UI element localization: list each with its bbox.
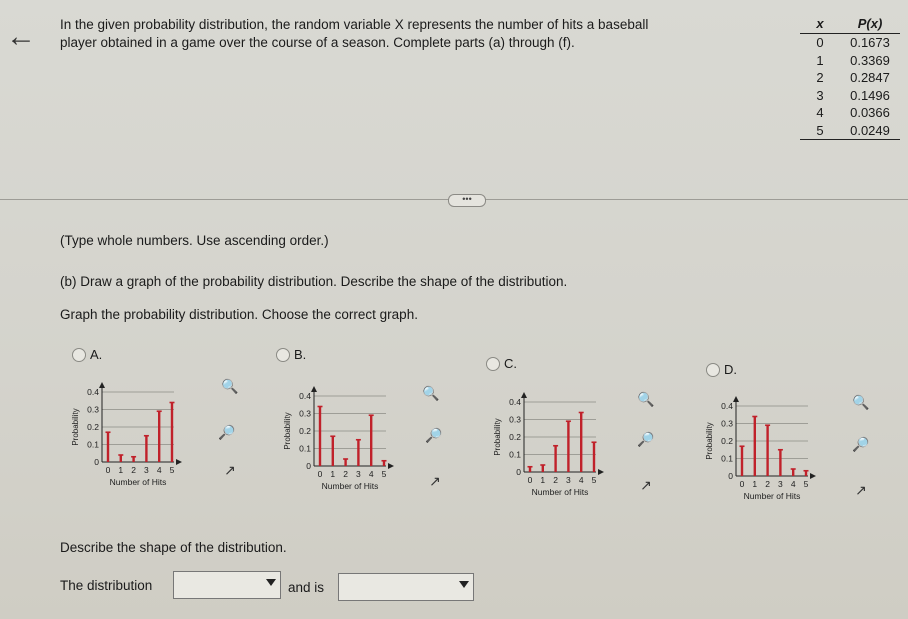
graph-option-b (282, 382, 392, 499)
radio-button[interactable] (486, 357, 500, 371)
x-tick-label: 5 (169, 465, 175, 475)
y-tick-label: 0.2 (299, 426, 311, 436)
x-tick-label: 2 (553, 475, 558, 485)
x-tick-label: 0 (317, 469, 323, 479)
y-axis-arrow (521, 392, 527, 398)
chart-svg (70, 378, 180, 490)
y-tick-label: 0.1 (509, 449, 521, 460)
x-axis-label: Number of Hits (531, 487, 589, 497)
x-tick-label: 2 (343, 469, 348, 479)
zoom-out-icon[interactable]: 🔎 (637, 431, 655, 447)
x-axis-label: Number of Hits (109, 477, 167, 487)
y-tick-label: 0.4 (87, 387, 99, 397)
x-tick-label: 2 (131, 465, 136, 475)
chart-svg (492, 388, 602, 500)
sentence-prefix: The distribution (60, 578, 153, 593)
popout-icon[interactable]: ↗ (855, 482, 867, 498)
cell-x: 4 (816, 105, 824, 120)
x-axis-arrow (598, 469, 604, 475)
option-c-label: C. (504, 356, 517, 371)
x-tick-label: 3 (566, 475, 571, 485)
option-b-radio[interactable] (276, 347, 306, 362)
option-a-radio[interactable] (72, 347, 102, 362)
y-axis-label: Probability (71, 408, 80, 446)
cell-p: 0.0366 (850, 105, 890, 120)
y-tick-label: 0.3 (721, 418, 733, 429)
radio-button[interactable] (706, 363, 720, 377)
problem-statement (60, 16, 780, 52)
x-tick-label: 1 (118, 465, 124, 475)
y-axis-label: Probability (705, 422, 714, 460)
header-x: x (816, 16, 824, 31)
graph-prompt: Graph the probability distribution. Choose the correct graph. (60, 307, 418, 322)
y-axis-label: Probability (493, 418, 502, 456)
zoom-out-icon[interactable]: 🔎 (852, 436, 870, 452)
y-tick-label: 0 (728, 471, 733, 481)
x-tick-label: 3 (144, 465, 149, 475)
radio-button[interactable] (72, 348, 86, 362)
zoom-in-icon[interactable]: 🔍 (422, 385, 440, 401)
cell-p: 0.1673 (850, 35, 890, 50)
graph-option-d (704, 392, 814, 509)
shape-dropdown[interactable] (173, 571, 281, 599)
radio-button[interactable] (276, 348, 290, 362)
graph-option-a (70, 378, 180, 495)
chevron-down-icon (459, 581, 469, 588)
y-axis-arrow (99, 382, 105, 388)
x-tick-label: 1 (330, 469, 336, 479)
problem-line-2: player obtained in a game over the course of a season. Complete parts (a) through (f). (60, 35, 575, 50)
y-tick-label: 0.3 (509, 414, 521, 425)
option-d-radio[interactable] (706, 362, 737, 377)
option-b-label: B. (294, 347, 307, 362)
x-axis-arrow (176, 459, 182, 465)
popout-icon[interactable]: ↗ (640, 477, 652, 493)
x-tick-label: 5 (591, 475, 597, 485)
x-tick-label: 0 (527, 475, 533, 485)
symmetry-dropdown[interactable] (338, 573, 474, 601)
x-axis-arrow (810, 473, 816, 479)
cell-x: 1 (816, 52, 824, 68)
y-tick-label: 0.3 (299, 408, 311, 419)
cell-x: 5 (816, 122, 824, 138)
table-row (800, 34, 900, 52)
describe-prompt: Describe the shape of the distribution. (60, 540, 287, 555)
cell-p: 0.3369 (850, 52, 890, 68)
x-tick-label: 3 (356, 469, 361, 479)
chevron-down-icon (266, 579, 276, 586)
y-axis-label: Probability (283, 412, 292, 450)
zoom-in-icon[interactable]: 🔍 (852, 394, 870, 410)
expand-more-button[interactable]: ••• (448, 194, 486, 207)
popout-icon[interactable]: ↗ (224, 462, 236, 478)
y-tick-label: 0.2 (721, 436, 733, 446)
x-tick-label: 4 (368, 469, 374, 479)
y-tick-label: 0.2 (509, 432, 521, 442)
problem-line-1: In the given probability distribution, the random variable X represents the number of hits a baseball (60, 17, 649, 32)
zoom-out-icon[interactable]: 🔎 (218, 424, 236, 440)
table-row (800, 52, 900, 70)
y-axis-arrow (733, 396, 739, 402)
table-row (800, 104, 900, 122)
y-tick-label: 0.1 (721, 453, 733, 464)
y-tick-label: 0 (94, 457, 99, 467)
cell-p: 0.2847 (850, 70, 890, 85)
x-tick-label: 0 (739, 479, 745, 489)
option-d-label: D. (724, 362, 737, 377)
y-tick-label: 0.4 (721, 401, 733, 411)
x-tick-label: 5 (381, 469, 387, 479)
graph-option-c (492, 388, 602, 505)
x-axis-label: Number of Hits (743, 491, 801, 501)
zoom-in-icon[interactable]: 🔍 (637, 391, 655, 407)
instructions: (Type whole numbers. Use ascending order.) (60, 233, 329, 248)
option-a-label: A. (90, 347, 103, 362)
x-tick-label: 5 (803, 479, 809, 489)
cell-x: 2 (816, 70, 824, 85)
back-arrow-icon[interactable]: ← (6, 20, 36, 53)
table-row (800, 87, 900, 105)
cell-p: 0.0249 (850, 122, 890, 138)
option-c-radio[interactable] (486, 356, 517, 371)
part-b-prompt: (b) Draw a graph of the probability distribution. Describe the shape of the distribution. (60, 274, 568, 289)
table-row (800, 69, 900, 87)
table-row (800, 122, 900, 141)
x-tick-label: 3 (778, 479, 783, 489)
header-p: P(x) (857, 16, 883, 31)
y-axis-arrow (311, 386, 317, 392)
x-tick-label: 4 (790, 479, 796, 489)
popout-icon[interactable]: ↗ (429, 473, 441, 489)
x-axis-label: Number of Hits (321, 481, 379, 491)
y-tick-label: 0.4 (509, 397, 521, 407)
y-tick-label: 0.1 (87, 439, 99, 450)
y-tick-label: 0.1 (299, 443, 311, 454)
x-tick-label: 1 (752, 479, 758, 489)
x-axis-arrow (388, 463, 394, 469)
table-header (800, 16, 900, 34)
chart-svg (704, 392, 814, 504)
cell-p: 0.1496 (850, 87, 890, 103)
y-tick-label: 0.3 (87, 404, 99, 415)
x-tick-label: 2 (765, 479, 770, 489)
probability-table (800, 16, 900, 140)
x-tick-label: 4 (578, 475, 584, 485)
cell-x: 3 (816, 87, 824, 103)
cell-x: 0 (816, 35, 824, 50)
y-tick-label: 0 (306, 461, 311, 471)
y-tick-label: 0 (516, 467, 521, 477)
y-tick-label: 0.2 (87, 422, 99, 432)
chart-svg (282, 382, 392, 494)
sentence-middle: and is (288, 580, 325, 595)
zoom-out-icon[interactable]: 🔎 (425, 427, 443, 443)
zoom-in-icon[interactable]: 🔍 (221, 378, 239, 394)
x-tick-label: 0 (105, 465, 111, 475)
x-tick-label: 4 (156, 465, 162, 475)
y-tick-label: 0.4 (299, 391, 311, 401)
x-tick-label: 1 (540, 475, 546, 485)
